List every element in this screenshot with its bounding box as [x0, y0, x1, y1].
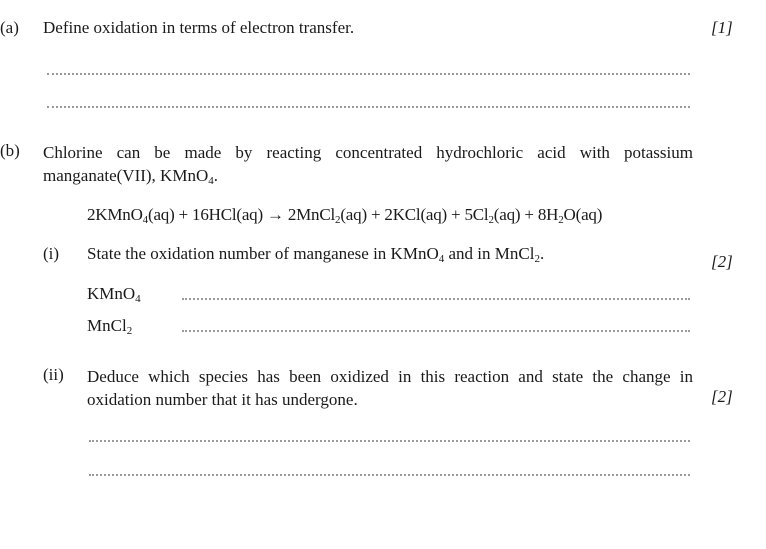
eq-t5: O(aq) [563, 205, 603, 224]
answer-label-kmno4 [87, 284, 141, 304]
answer-line-kmno4[interactable] [182, 298, 690, 300]
sub-i-q-part2: and in MnCl [444, 244, 535, 263]
kmno4-sub: 4 [135, 293, 141, 305]
intro-line2-prefix: manganate(VII), KMnO [43, 166, 209, 185]
reaction-equation [87, 205, 602, 225]
eq-s4: 2 [558, 214, 564, 226]
eq-t4: (aq) + 8H [493, 205, 559, 224]
eq-t1: 2KMnO [87, 205, 143, 224]
mncl2-sub: 2 [126, 325, 133, 337]
part-b-intro-line1: Chlorine can be made by reacting concentrated hydrochloric acid with potassium [43, 143, 693, 162]
mncl2-text: MnCl [87, 316, 127, 335]
kmno4-text: KMnO [87, 284, 136, 303]
eq-s2: 2 [335, 214, 341, 226]
part-b-intro-line2 [43, 164, 693, 187]
sub-ii-marks: [2] [711, 387, 733, 406]
part-a-question: Define oxidation in terms of electron transfer. [43, 18, 355, 37]
eq-t3: (aq) + 2KCl(aq) + 5Cl [340, 205, 489, 224]
sub-i-marks: [2] [711, 252, 733, 271]
answer-line-ii-2[interactable] [89, 474, 690, 476]
sub-i-label: (i) [43, 244, 60, 263]
intro-line2-sub: 4 [208, 175, 214, 187]
answer-line-a-1[interactable] [47, 73, 690, 75]
part-a-marks: [1] [711, 18, 733, 37]
eq-s3: 2 [488, 214, 494, 226]
sub-i-q-sub1: 4 [438, 253, 445, 265]
part-a-label: (a) [0, 18, 19, 37]
part-b-label: (b) [0, 141, 20, 160]
eq-s1: 4 [142, 214, 148, 226]
sub-ii-q-line2: oxidation number that it has undergone. [87, 390, 358, 409]
eq-t2: (aq) + 16HCl(aq) → 2MnCl [147, 205, 336, 224]
answer-label-mncl2 [87, 316, 132, 336]
sub-i-q-part1: State the oxidation number of manganese in KMnO [87, 244, 439, 263]
sub-ii-question [87, 365, 693, 411]
sub-i-question [87, 244, 544, 264]
answer-line-mncl2[interactable] [182, 330, 690, 332]
sub-ii-label: (ii) [43, 365, 64, 384]
sub-i-q-sub2: 2 [534, 253, 540, 265]
intro-line2-suffix: . [213, 166, 218, 185]
sub-i-q-part3: . [539, 244, 545, 263]
answer-line-ii-1[interactable] [89, 440, 690, 442]
part-b-intro [43, 141, 693, 187]
answer-line-a-2[interactable] [47, 106, 690, 108]
sub-ii-q-line1: Deduce which species has been oxidized in this reaction and state the change in [87, 367, 693, 386]
